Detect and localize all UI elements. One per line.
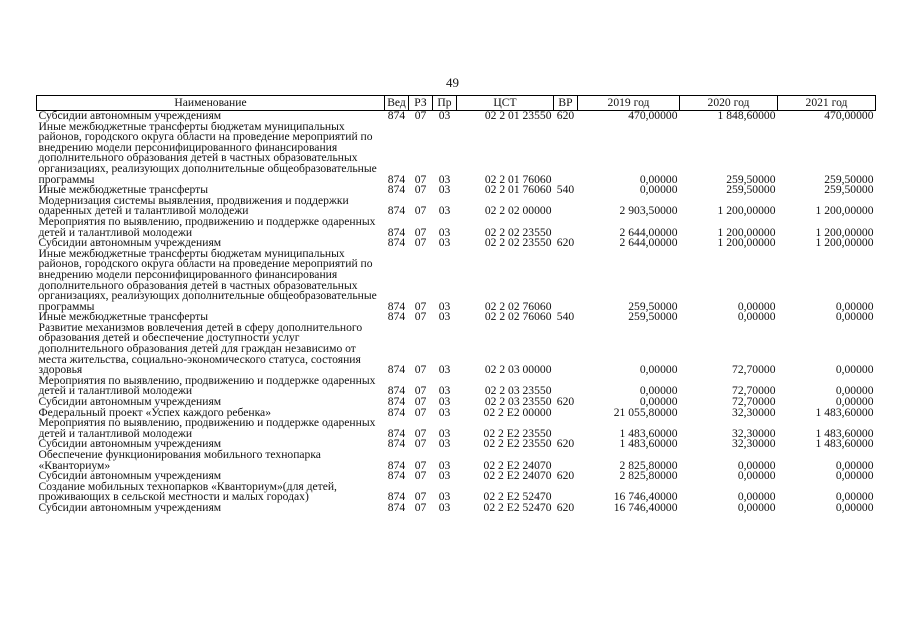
cell-name: Иные межбюджетные трансферты	[38, 310, 209, 324]
cell-vr: 620	[556, 437, 575, 451]
budget-table	[36, 95, 876, 514]
cell-pr: 03	[438, 204, 451, 218]
cell-2021: 0,00000	[835, 469, 874, 483]
cell-2020: 1 200,00000	[717, 225, 776, 239]
cell-2020: 259,50000	[726, 172, 776, 186]
cell-rz: 07	[414, 458, 427, 472]
cell-2019: 16 746,40000	[613, 500, 678, 514]
cell-2020: 72,70000	[732, 395, 776, 409]
cell-vr: 620	[556, 395, 575, 409]
cell-2020: 259,50000	[726, 183, 776, 197]
cell-cst: 02 2 Е2 24070	[483, 458, 552, 472]
cell-2020: 0,00000	[737, 469, 776, 483]
cell-vr	[554, 122, 578, 186]
cell-2021: 0,00000	[835, 395, 874, 409]
cell-name: Иные межбюджетные трансферты	[38, 183, 209, 197]
cell-name: Субсидии автономным учреждениям	[38, 437, 222, 451]
cell-cst: 02 2 Е2 52470	[483, 490, 552, 504]
cell-rz: 07	[414, 437, 427, 451]
cell-ved: 874	[387, 437, 406, 451]
cell-rz: 07	[414, 183, 427, 197]
cell-ved: 874	[387, 426, 406, 440]
table-row	[37, 196, 876, 217]
cell-ved: 874	[387, 310, 406, 324]
cell-name: Мероприятия по выявлению, продвижению и поддержке одаренных детей и талантливой молодежи	[38, 416, 376, 440]
cell-rz: 07	[414, 310, 427, 324]
table-row	[37, 217, 876, 238]
header-cst: ЦСТ	[457, 96, 554, 111]
cell-2021: 1 483,60000	[815, 426, 874, 440]
cell-ved: 874	[387, 299, 406, 313]
cell-2021: 259,50000	[824, 183, 874, 197]
cell-cst: 02 2 Е2 52470	[483, 500, 552, 514]
cell-2021: 0,00000	[835, 500, 874, 514]
page-number: 49	[446, 75, 459, 90]
cell-pr: 03	[438, 426, 451, 440]
cell-cst: 02 2 Е2 00000	[483, 405, 552, 419]
cell-rz: 07	[414, 204, 427, 218]
header-pr: Пр	[433, 96, 457, 111]
cell-cst: 02 2 03 00000	[484, 363, 552, 377]
cell-cst: 02 2 03 23550	[484, 384, 552, 398]
cell-2021: 1 200,00000	[815, 225, 874, 239]
cell-pr: 03	[438, 458, 451, 472]
cell-2019: 1 483,60000	[619, 437, 678, 451]
cell-vr: 620	[556, 236, 575, 250]
table-body	[37, 111, 876, 514]
cell-ved: 874	[387, 384, 406, 398]
cell-name: Иные межбюджетные трансферты бюджетам муниципальных районов, городского округа области на проведение мероприятий по внедрению модели персонифицированного финансирования дополнительного образования детей в частных образовательных организациях, реализующих дополнительные общеобразовательные программы	[38, 119, 377, 186]
cell-2019: 1 483,60000	[619, 426, 678, 440]
cell-2020: 32,30000	[732, 426, 776, 440]
cell-2019: 259,50000	[628, 299, 678, 313]
cell-name: Субсидии автономным учреждениям	[38, 469, 222, 483]
table-row	[37, 323, 876, 376]
cell-pr: 03	[438, 172, 451, 186]
cell-2021: 1 483,60000	[815, 405, 874, 419]
cell-name: Федеральный проект «Успех каждого ребенка»	[38, 405, 272, 419]
cell-ved: 874	[387, 225, 406, 239]
cell-2019: 2 825,80000	[619, 469, 678, 483]
cell-2020: 0,00000	[737, 458, 776, 472]
cell-cst: 02 2 01 76060	[484, 172, 552, 186]
cell-rz: 07	[414, 405, 427, 419]
cell-rz: 07	[414, 363, 427, 377]
cell-pr: 03	[438, 363, 451, 377]
header-2019: 2019 год	[578, 96, 680, 111]
cell-2019: 0,00000	[639, 363, 678, 377]
cell-2020: 0,00000	[737, 310, 776, 324]
cell-vr	[554, 450, 578, 471]
cell-vr	[554, 376, 578, 397]
cell-rz: 07	[414, 172, 427, 186]
cell-cst: 02 2 02 00000	[484, 204, 552, 218]
cell-2019: 2 903,50000	[619, 204, 678, 218]
cell-pr: 03	[438, 405, 451, 419]
cell-vr	[554, 482, 578, 503]
cell-cst: 02 2 Е2 23550	[483, 426, 552, 440]
cell-pr: 03	[438, 395, 451, 409]
cell-2021: 1 483,60000	[815, 437, 874, 451]
cell-vr	[554, 418, 578, 439]
cell-vr	[554, 217, 578, 238]
table-row	[37, 450, 876, 471]
cell-ved: 874	[387, 490, 406, 504]
cell-2019: 16 746,40000	[613, 490, 678, 504]
cell-name: Иные межбюджетные трансферты бюджетам муниципальных районов, городского округа области на проведение мероприятий по внедрению модели персонифицированного финансирования дополнительного образования детей в частных образовательных организациях, реализующих дополнительные общеобразовательные программы	[38, 246, 377, 313]
header-name: Наименование	[37, 96, 385, 111]
cell-vr: 620	[556, 469, 575, 483]
header-2020: 2020 год	[680, 96, 778, 111]
cell-cst: 02 2 Е2 23550	[483, 437, 552, 451]
cell-ved: 874	[387, 204, 406, 218]
cell-2020: 0,00000	[737, 490, 776, 504]
cell-cst: 02 2 02 76060	[484, 310, 552, 324]
cell-ved: 874	[387, 183, 406, 197]
cell-pr: 03	[438, 109, 451, 122]
cell-vr	[554, 249, 578, 313]
cell-cst: 02 2 02 76060	[484, 299, 552, 313]
table-row	[37, 122, 876, 186]
cell-name: Развитие механизмов вовлечения детей в сферу дополнительного образования детей и обеспечение доступности услуг дополнительного образования детей для граждан независимо от места жительства, социально-экономического статуса, состояния здоровья	[38, 320, 363, 377]
cell-ved: 874	[387, 363, 406, 377]
cell-2019: 0,00000	[639, 384, 678, 398]
cell-vr: 620	[556, 109, 575, 122]
cell-pr: 03	[438, 183, 451, 197]
cell-2020: 1 200,00000	[717, 204, 776, 218]
cell-pr: 03	[438, 437, 451, 451]
cell-2021: 1 200,00000	[815, 236, 874, 250]
header-vr: ВР	[554, 96, 578, 111]
cell-rz: 07	[414, 490, 427, 504]
cell-2020: 32,30000	[732, 437, 776, 451]
cell-rz: 07	[414, 225, 427, 239]
cell-2019: 21 055,80000	[613, 405, 678, 419]
cell-2021: 0,00000	[835, 490, 874, 504]
cell-rz: 07	[414, 384, 427, 398]
cell-ved: 874	[387, 405, 406, 419]
cell-name: Субсидии автономным учреждениям	[38, 500, 222, 514]
cell-cst: 02 2 03 23550	[484, 395, 552, 409]
cell-2020: 0,00000	[737, 500, 776, 514]
cell-name: Модернизация системы выявления, продвижения и поддержки одаренных детей и талантливой молодежи	[38, 193, 349, 218]
table-row	[37, 418, 876, 439]
header-2021: 2021 год	[778, 96, 876, 111]
cell-2021: 0,00000	[835, 458, 874, 472]
cell-rz: 07	[414, 299, 427, 313]
cell-name: Субсидии автономным учреждениям	[38, 236, 222, 250]
cell-2021: 0,00000	[835, 363, 874, 377]
cell-2020: 0,00000	[737, 299, 776, 313]
cell-pr: 03	[438, 490, 451, 504]
cell-ved: 874	[387, 469, 406, 483]
cell-2020: 72,70000	[732, 363, 776, 377]
cell-vr	[554, 323, 578, 376]
table-row	[37, 376, 876, 397]
table-row	[37, 249, 876, 313]
cell-2021: 0,00000	[835, 310, 874, 324]
cell-rz: 07	[414, 395, 427, 409]
cell-ved: 874	[387, 395, 406, 409]
cell-pr: 03	[438, 384, 451, 398]
cell-pr: 03	[438, 500, 451, 514]
cell-2019: 0,00000	[639, 183, 678, 197]
cell-2019: 2 644,00000	[619, 236, 678, 250]
cell-rz: 07	[414, 109, 427, 122]
cell-2019: 2 825,80000	[619, 458, 678, 472]
cell-2019: 470,00000	[628, 109, 678, 122]
cell-2020: 72,70000	[732, 384, 776, 398]
cell-name: Субсидии автономным учреждениям	[38, 109, 222, 122]
cell-pr: 03	[438, 469, 451, 483]
cell-vr	[554, 196, 578, 217]
cell-vr: 540	[556, 310, 575, 324]
cell-2019: 0,00000	[639, 172, 678, 186]
cell-rz: 07	[414, 500, 427, 514]
cell-rz: 07	[414, 426, 427, 440]
cell-2021: 0,00000	[835, 299, 874, 313]
cell-cst: 02 2 Е2 24070	[483, 469, 552, 483]
cell-vr	[554, 408, 578, 419]
cell-2021: 1 200,00000	[815, 204, 874, 218]
cell-2020: 1 848,60000	[717, 109, 776, 122]
cell-name: Создание мобильных технопарков «Кванториум»(для детей, проживающих в сельской местности и малых городах)	[38, 479, 337, 504]
cell-2019: 259,50000	[628, 310, 678, 324]
cell-cst: 02 2 02 23550	[484, 225, 552, 239]
cell-ved: 874	[387, 172, 406, 186]
cell-name: Мероприятия по выявлению, продвижению и поддержке одаренных детей и талантливой молодежи	[38, 214, 376, 239]
cell-ved: 874	[387, 236, 406, 250]
cell-rz: 07	[414, 469, 427, 483]
cell-cst: 02 2 01 23550	[484, 109, 552, 122]
header-rz: РЗ	[409, 96, 433, 111]
cell-name: Обеспечение функционирования мобильного технопарка «Кванториум»	[38, 448, 321, 472]
cell-name: Субсидии автономным учреждениям	[38, 395, 222, 409]
cell-2021: 259,50000	[824, 172, 874, 186]
cell-pr: 03	[438, 225, 451, 239]
cell-cst: 02 2 01 76060	[484, 183, 552, 197]
cell-name: Мероприятия по выявлению, продвижению и поддержке одаренных детей и талантливой молодежи	[38, 373, 376, 398]
cell-2021: 0,00000	[835, 384, 874, 398]
cell-pr: 03	[438, 310, 451, 324]
cell-ved: 874	[387, 109, 406, 122]
cell-ved: 874	[387, 458, 406, 472]
table-row	[37, 482, 876, 503]
cell-2021: 470,00000	[824, 109, 874, 122]
cell-2019: 2 644,00000	[619, 225, 678, 239]
cell-pr: 03	[438, 236, 451, 250]
cell-2020: 32,30000	[732, 405, 776, 419]
cell-ved: 874	[387, 500, 406, 514]
cell-2019: 0,00000	[639, 395, 678, 409]
header-ved: Вед	[385, 96, 409, 111]
cell-rz: 07	[414, 236, 427, 250]
cell-2020: 1 200,00000	[717, 236, 776, 250]
cell-vr: 620	[556, 500, 575, 514]
table-row	[37, 503, 876, 514]
cell-vr: 540	[556, 183, 575, 197]
cell-pr: 03	[438, 299, 451, 313]
cell-cst: 02 2 02 23550	[484, 236, 552, 250]
